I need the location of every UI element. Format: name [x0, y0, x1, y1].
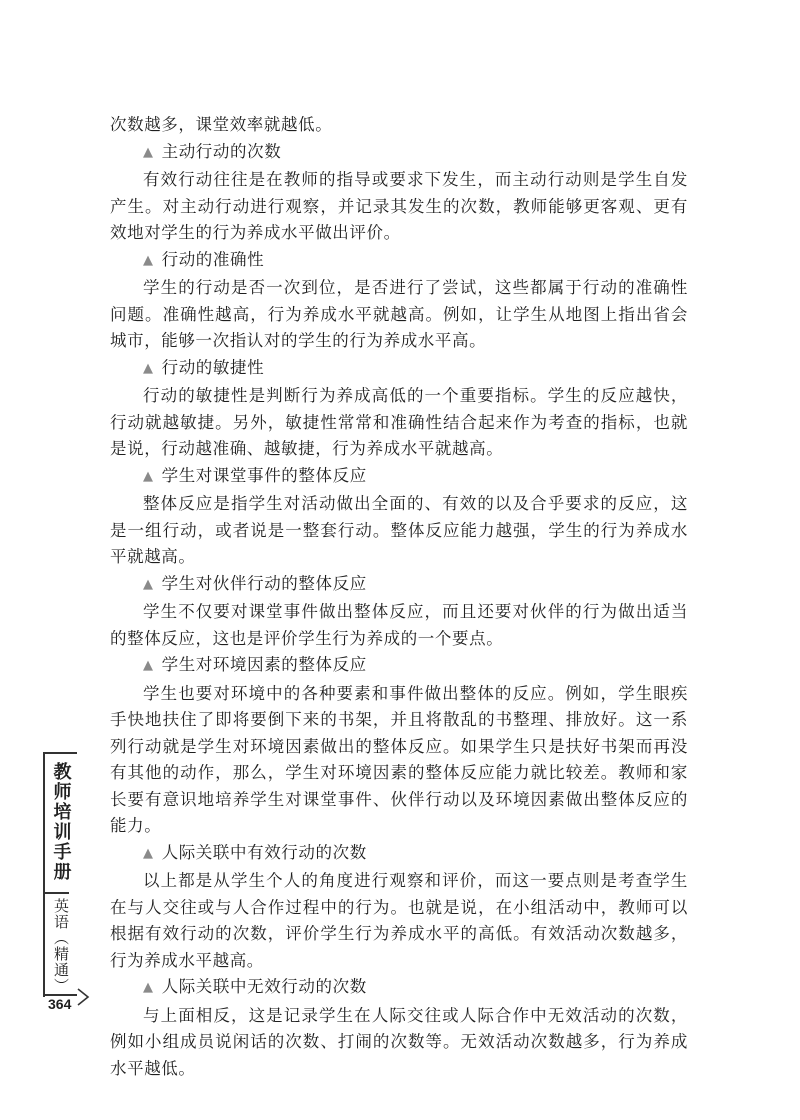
section-heading-1: ▲ 主动行动的次数 [143, 141, 282, 161]
triangle-bullet-icon: ▲ [143, 468, 154, 484]
section-heading-3: ▲ 行动的敏捷性 [143, 357, 265, 377]
sidebar-tab [36, 752, 86, 1012]
triangle-bullet-icon: ▲ [143, 360, 154, 376]
section-text-4: 整体反应是指学生对活动做出全面的、有效的以及合乎要求的反应，这是一组行动，或者说是一整套行动。整体反应能力越强，学生的行为养成水平就越高。 [110, 494, 688, 566]
book-subtitle: 英语（精通） [52, 898, 70, 994]
section-text-5: 学生不仅要对课堂事件做出整体反应，而且还要对伙伴的行为做出适当的整体反应，这也是评价学生行为养成的一个要点。 [110, 602, 688, 648]
triangle-bullet-icon: ▲ [143, 658, 154, 673]
section-text-1: 有效行动往往是在教师的指导或要求下发生，而主动行动则是学生自发产生。对主动行动进行观察，并记录其发生的次数，教师能够更客观、更有效地对学生的行为养成水平做出评价。 [110, 170, 688, 242]
triangle-bullet-icon: ▲ [143, 252, 154, 268]
section-text-8: 与上面相反，这是记录学生在人际交往或人际合作中无效活动的次数，例如小组成员说闲话的次数、打闹的次数等。无效活动次数越多，行为养成水平越低。 [110, 1005, 688, 1078]
section-text-2: 学生的行动是否一次到位，是否进行了尝试，这些都属于行动的准确性问题。准确性越高，行为养成水平就越高。例如，让学生从地图上指出省会城市，能够一次指认对的学生的行为养成水平高。 [110, 278, 688, 350]
section-heading-2: ▲ 行动的准确性 [143, 249, 265, 269]
section-heading-4: ▲ 学生对课堂事件的整体反应 [143, 465, 367, 485]
sidebar-top-rule [43, 752, 77, 754]
section-text-6: 学生也要对环境中的各种要素和事件做出整体的反应。例如，学生眼疾手快地扶住了即将要倒下来的书架，并且将散乱的书整理、排放好。这一系列行动就是学生对环境因素做出的整体反应。如果学生只是扶好书架而再没有其他的动作，那么，学生对环境因素的整体反应能力就比较差。教师和家长要有意识地培养学生对课堂事件、伙伴行动以及环境因素做出整体反应的能力。 [110, 683, 688, 835]
triangle-bullet-icon: ▲ [143, 144, 154, 160]
sidebar-mid-rule [43, 892, 69, 894]
triangle-bullet-icon: ▲ [143, 576, 154, 592]
section-text-3: 行动的敏捷性是判断行为养成高低的一个重要指标。学生的反应越快，行动就越敏捷。另外，敏捷性常常和准确性结合起来作为考查的指标，也就是说，行动越准确、越敏捷，行为养成水平就越高。 [110, 386, 688, 458]
intro-paragraph: 次数越多，课堂效率就越低。 [110, 115, 333, 134]
section-text-7: 以上都是从学生个人的角度进行观察和评价，而这一要点则是考查学生在与人交往或与人合作过程中的行为。也就是说，在小组活动中，教师可以根据有效行动的次数，评价学生行为养成水平的高低。有效活动次数越多，行为养成水平越高。 [110, 871, 688, 970]
section-heading-5: ▲ 学生对伙伴行动的整体反应 [143, 573, 367, 593]
section-heading-8: ▲ 人际关联中无效行动的次数 [143, 977, 367, 996]
triangle-bullet-icon: ▲ [143, 845, 154, 861]
triangle-bullet-icon: ▲ [143, 980, 154, 995]
section-heading-7: ▲ 人际关联中有效行动的次数 [143, 842, 367, 862]
chevron-right-icon [76, 988, 90, 1006]
page-content [110, 112, 688, 1082]
book-title: 教师培训手册 [50, 762, 72, 882]
page-number: 364 [48, 996, 72, 1012]
section-heading-6: ▲ 学生对环境因素的整体反应 [143, 655, 367, 674]
sidebar-divider-line [43, 752, 45, 997]
